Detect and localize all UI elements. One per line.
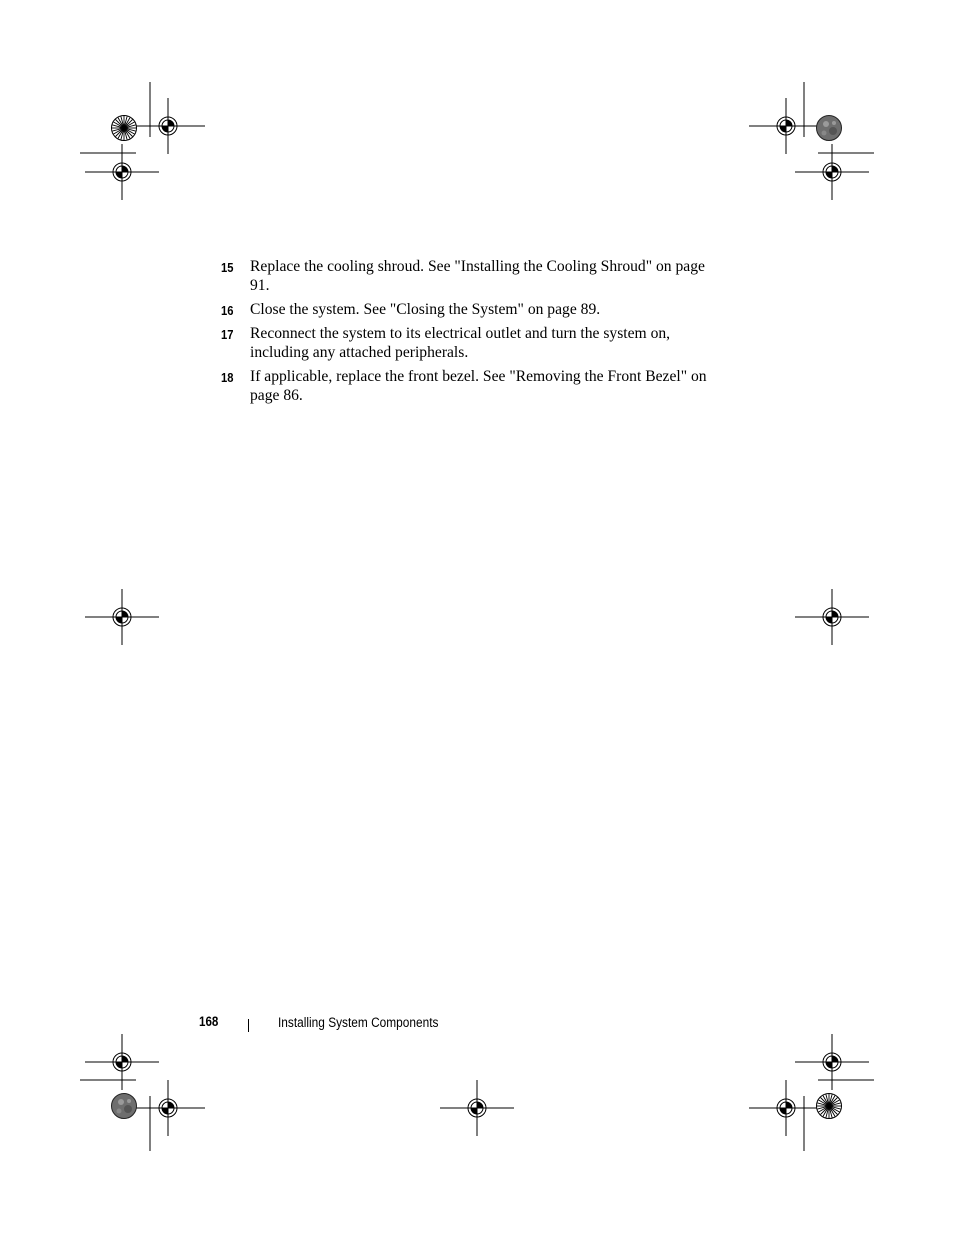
procedure-step (221, 300, 711, 319)
step-number: 18 (221, 370, 234, 385)
procedure-steps (221, 257, 711, 405)
footer-divider (248, 1019, 249, 1032)
procedure-step (221, 324, 711, 362)
procedure-step (221, 257, 711, 295)
step-text: Close the system. See "Closing the System" on page 89. (250, 301, 601, 318)
step-text: Replace the cooling shroud. See "Installing the Cooling Shroud" on page 91. (250, 258, 705, 294)
step-text: Reconnect the system to its electrical outlet and turn the system on, including any attached peripherals. (250, 325, 671, 361)
page-footer (0, 1014, 954, 1036)
step-number: 16 (221, 303, 234, 318)
page-number: 168 (199, 1014, 219, 1029)
footer-section-title: Installing System Components (278, 1015, 439, 1030)
step-number: 17 (221, 327, 234, 342)
step-text: If applicable, replace the front bezel. See "Removing the Front Bezel" on page 86. (250, 368, 707, 404)
step-number: 15 (221, 260, 234, 275)
procedure-step (221, 367, 711, 405)
